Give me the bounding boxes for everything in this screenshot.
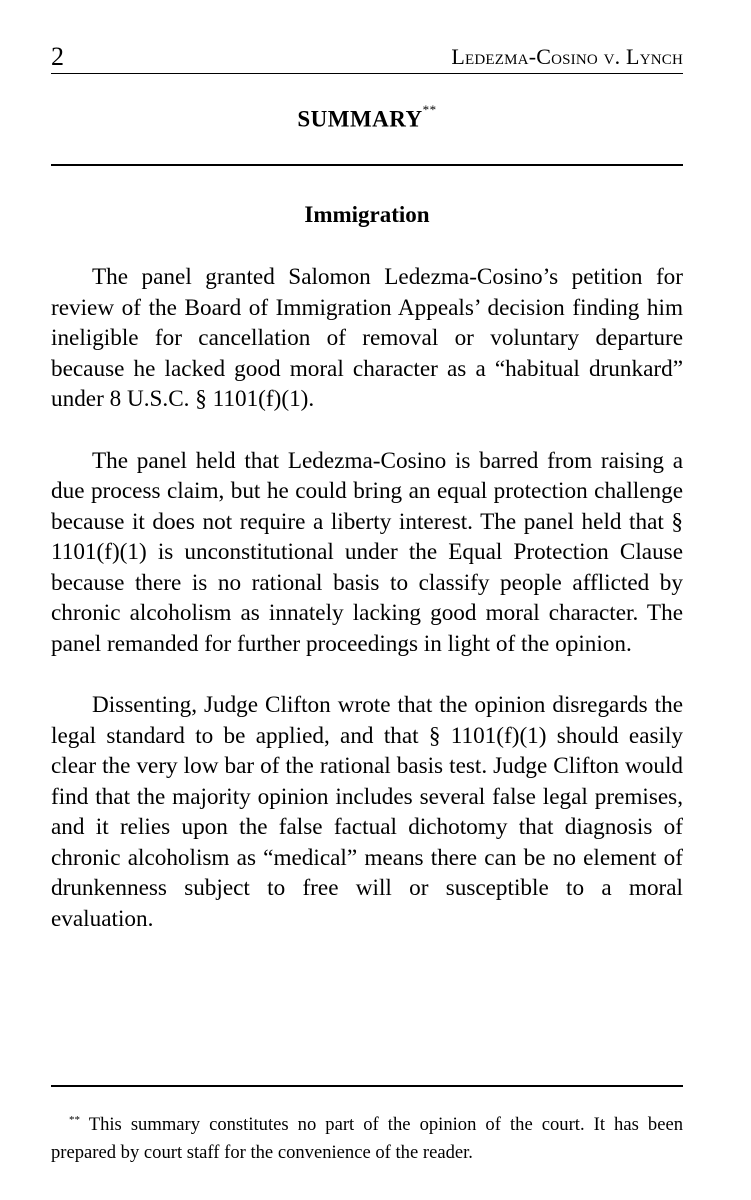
page-number: 2	[51, 42, 64, 71]
summary-title-text: SUMMARY	[297, 106, 423, 132]
summary-body	[51, 262, 683, 965]
footnote-text: This summary constitutes no part of the opinion of the court. It has been prepared by court staff for the convenience of the reader.	[51, 1114, 683, 1163]
footnote-rule	[51, 1085, 683, 1087]
footnote	[51, 1112, 683, 1165]
footnote-marker: **	[69, 1114, 80, 1126]
header-rule	[51, 73, 683, 74]
paragraph: The panel granted Salomon Ledezma-Cosino’s petition for review of the Board of Immigration Appeals’ decision finding him ineligible for cancellation of removal or voluntary departure because he lacked good moral character as a “habitual drunkard” under 8 U.S.C. § 1101(f)(1).	[51, 264, 683, 412]
page-header	[51, 40, 683, 72]
paragraph: The panel held that Ledezma-Cosino is barred from raising a due process claim, but he could bring an equal protection challenge because it does not require a liberty interest. The panel held that § 1101(f)(1) is unconstitutional under the Equal Protection Clause because there is no rational basis to classify people afflicted by chronic alcoholism as innately lacking good moral character. The panel remanded for further proceedings in light of the opinion.	[51, 447, 683, 657]
summary-heading	[51, 102, 683, 133]
document-page	[51, 40, 683, 1163]
section-heading: Immigration	[304, 202, 430, 227]
running-title: Ledezma-Cosino v. Lynch	[451, 44, 683, 69]
summary-top-rule	[51, 164, 683, 166]
paragraph: Dissenting, Judge Clifton wrote that the opinion disregards the legal standard to be applied, and that § 1101(f)(1) should easily clear the very low bar of the rational basis test. Judge Clifton would find that the majority opinion includes several false legal premises, and it relies upon the false factual dichotomy that diagnosis of chronic alcoholism as “medical” means there can be no element of drunkenness subject to free will or susceptible to a moral evaluation.	[51, 692, 683, 932]
summary-footnote-marker: **	[422, 102, 437, 117]
